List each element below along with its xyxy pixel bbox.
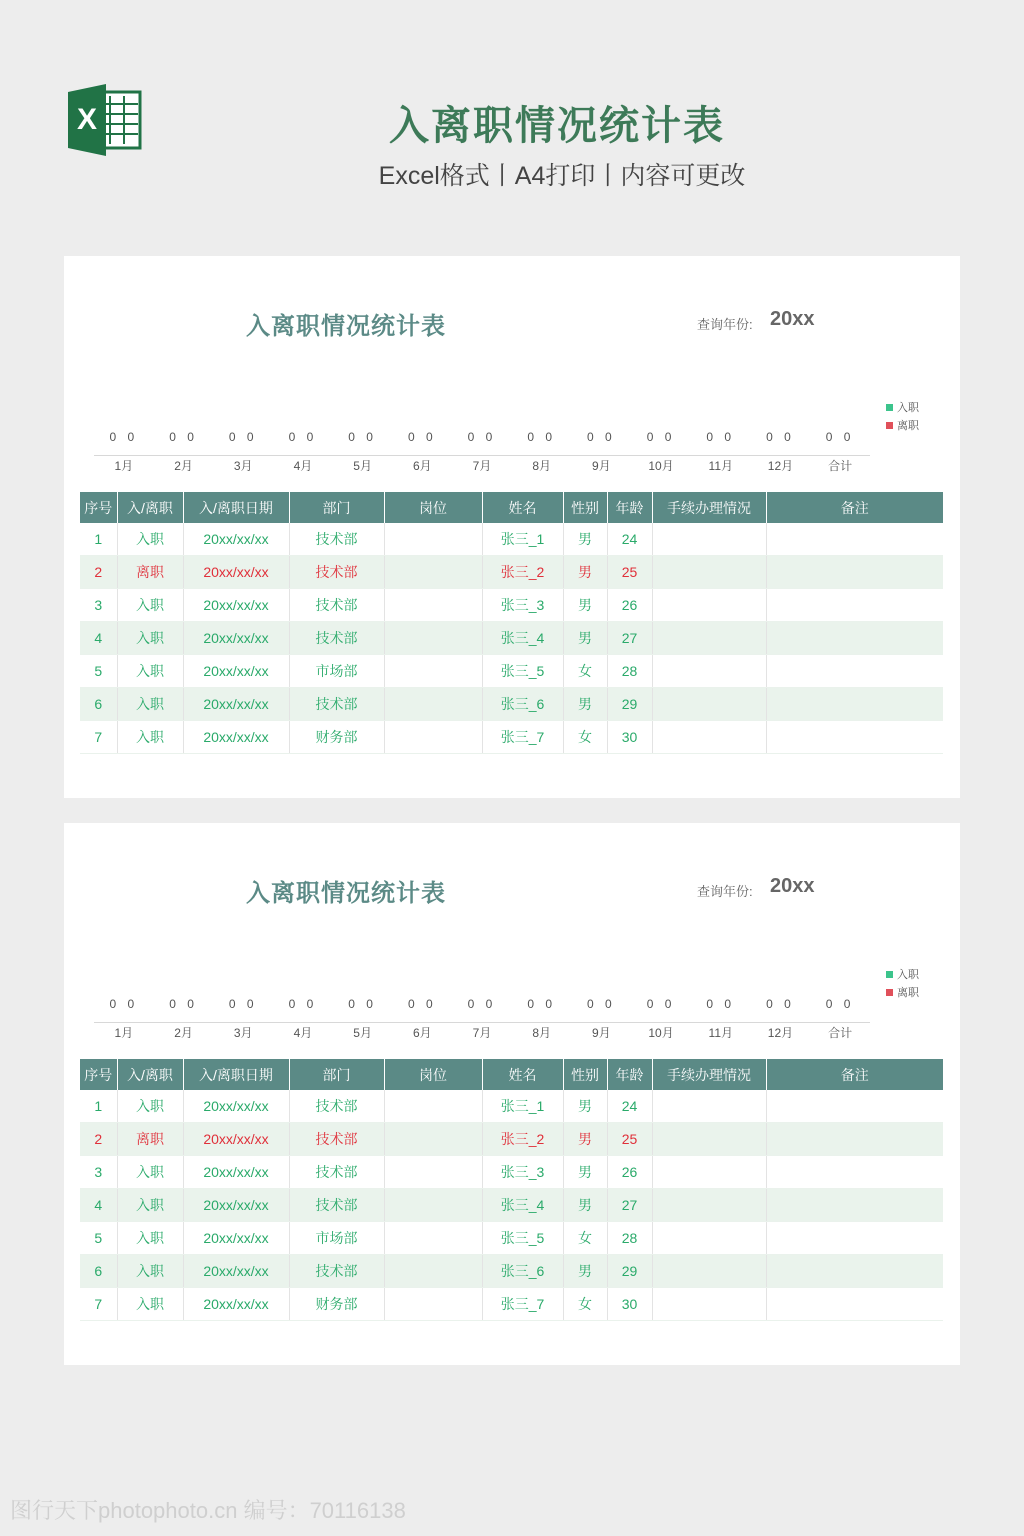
table-cell[interactable]: 张三_2	[482, 556, 563, 589]
year-label: 查询年份:	[697, 884, 753, 899]
table-cell[interactable]: 张三_3	[482, 1156, 563, 1189]
table-cell[interactable]	[652, 1090, 766, 1123]
table-row[interactable]	[80, 1288, 943, 1321]
year-value[interactable]: 20xx	[770, 875, 815, 897]
chart-column	[751, 993, 811, 1043]
chart-column	[691, 993, 751, 1043]
chart-column	[273, 426, 333, 476]
table-cell[interactable]	[384, 655, 482, 688]
chart-tick-label: 6月	[412, 459, 432, 473]
chart-column	[631, 993, 691, 1043]
table-cell[interactable]: 男	[563, 1156, 607, 1189]
table-cell[interactable]: 20xx/xx/xx	[183, 523, 289, 556]
table-cell[interactable]: 技术部	[289, 1189, 384, 1222]
table-cell[interactable]: 男	[563, 1189, 607, 1222]
table-cell[interactable]: 30	[607, 721, 652, 754]
chart-column	[751, 426, 811, 476]
table-cell[interactable]	[384, 589, 482, 622]
column-header[interactable]: 序号	[80, 492, 117, 523]
table-cell[interactable]: 3	[80, 1156, 117, 1189]
table-cell[interactable]	[652, 523, 766, 556]
table-cell[interactable]: 入职	[117, 622, 183, 655]
table-cell[interactable]: 张三_5	[482, 1222, 563, 1255]
table-cell[interactable]: 20xx/xx/xx	[183, 1189, 289, 1222]
table-cell[interactable]: 离职	[117, 556, 183, 589]
chart-tick-label: 7月	[472, 459, 492, 473]
chart-column	[512, 993, 572, 1043]
table-cell[interactable]	[384, 721, 482, 754]
table-cell[interactable]: 5	[80, 1222, 117, 1255]
table-cell[interactable]: 28	[607, 1222, 652, 1255]
chart-column	[810, 426, 870, 476]
table-cell[interactable]	[766, 721, 943, 754]
chart-tick-label: 8月	[532, 459, 552, 473]
chart-tick-label: 1月	[114, 1026, 134, 1040]
monthly-chart	[94, 426, 870, 486]
chart-data-label: 0 0	[527, 997, 557, 1011]
table-cell[interactable]: 技术部	[289, 556, 384, 589]
sheet-title: 入离职情况统计表	[246, 313, 446, 340]
table-row[interactable]	[80, 1123, 943, 1156]
page-title: 入离职情况统计表	[389, 104, 725, 148]
table-cell[interactable]: 20xx/xx/xx	[183, 622, 289, 655]
legend-swatch-leave	[886, 422, 893, 429]
table-cell[interactable]: 20xx/xx/xx	[183, 688, 289, 721]
chart-tick-label: 8月	[532, 1026, 552, 1040]
table-cell[interactable]	[766, 1189, 943, 1222]
table-cell[interactable]	[652, 1189, 766, 1222]
table-cell[interactable]	[384, 1189, 482, 1222]
table-cell[interactable]: 张三_2	[482, 1123, 563, 1156]
table-cell[interactable]: 25	[607, 556, 652, 589]
year-value[interactable]: 20xx	[770, 308, 815, 330]
table-cell[interactable]	[766, 1123, 943, 1156]
year-label: 查询年份:	[697, 317, 753, 332]
chart-column	[392, 426, 452, 476]
table-cell[interactable]: 技术部	[289, 1156, 384, 1189]
chart-tick-label: 6月	[412, 1026, 432, 1040]
table-cell[interactable]: 24	[607, 523, 652, 556]
table-cell[interactable]: 28	[607, 655, 652, 688]
table-cell[interactable]	[652, 1123, 766, 1156]
table-cell[interactable]: 6	[80, 1255, 117, 1288]
table-cell[interactable]	[384, 1288, 482, 1321]
table-cell[interactable]: 入职	[117, 1288, 183, 1321]
column-header[interactable]: 性别	[563, 492, 607, 523]
column-header[interactable]: 手续办理情况	[652, 1059, 766, 1090]
legend-label-leave: 离职	[897, 987, 919, 999]
chart-tick-label: 5月	[353, 1026, 372, 1040]
table-cell[interactable]: 1	[80, 1090, 117, 1123]
chart-data-label: 0 0	[348, 997, 377, 1011]
column-header[interactable]: 部门	[289, 492, 384, 523]
chart-data-label: 0 0	[646, 430, 676, 444]
table-cell[interactable]	[384, 1090, 482, 1123]
table-row[interactable]	[80, 721, 943, 754]
table-cell[interactable]	[766, 523, 943, 556]
table-cell[interactable]: 29	[607, 1255, 652, 1288]
column-header[interactable]: 年龄	[607, 1059, 652, 1090]
table-cell[interactable]: 20xx/xx/xx	[183, 1123, 289, 1156]
chart-data-label: 0 0	[527, 430, 557, 444]
header-row	[80, 1059, 943, 1090]
chart-data-label: 0 0	[169, 430, 198, 444]
chart-column	[691, 426, 751, 476]
table-cell[interactable]: 入职	[117, 523, 183, 556]
table-cell[interactable]: 入职	[117, 1255, 183, 1288]
chart-tick-label: 12月	[767, 459, 794, 473]
chart-data-label: 0 0	[646, 997, 676, 1011]
table-row[interactable]	[80, 1222, 943, 1255]
chart-data-label: 0 0	[766, 997, 795, 1011]
table-cell[interactable]	[652, 622, 766, 655]
page-subtitle: Excel格式丨A4打印丨内容可更改	[378, 162, 746, 190]
table-cell[interactable]: 20xx/xx/xx	[183, 1222, 289, 1255]
table-cell[interactable]: 张三_5	[482, 655, 563, 688]
column-header[interactable]: 入/离职日期	[183, 1059, 289, 1090]
chart-column	[213, 993, 273, 1043]
table-cell[interactable]: 张三_1	[482, 523, 563, 556]
chart-column	[392, 993, 452, 1043]
table-cell[interactable]: 张三_3	[482, 589, 563, 622]
table-row[interactable]	[80, 556, 943, 589]
legend-item-join	[886, 398, 919, 416]
chart-data-label: 0 0	[288, 997, 318, 1011]
table-cell[interactable]	[384, 556, 482, 589]
table-cell[interactable]: 男	[563, 523, 607, 556]
table-cell[interactable]: 入职	[117, 1189, 183, 1222]
chart-column	[452, 426, 512, 476]
table-cell[interactable]: 女	[563, 1222, 607, 1255]
chart-data-label: 0 0	[706, 430, 736, 444]
sheet-title: 入离职情况统计表	[246, 880, 446, 907]
table-cell[interactable]: 入职	[117, 688, 183, 721]
table-cell[interactable]	[652, 655, 766, 688]
table-cell[interactable]: 20xx/xx/xx	[183, 1090, 289, 1123]
sheet-card-2	[64, 823, 960, 1365]
table-cell[interactable]: 4	[80, 622, 117, 655]
table-cell[interactable]: 技术部	[289, 1123, 384, 1156]
table-cell[interactable]: 25	[607, 1123, 652, 1156]
table-row[interactable]	[80, 523, 943, 556]
table-cell[interactable]	[766, 1156, 943, 1189]
table-cell[interactable]	[766, 1255, 943, 1288]
table-cell[interactable]: 财务部	[289, 721, 384, 754]
table-cell[interactable]: 7	[80, 721, 117, 754]
table-cell[interactable]	[766, 688, 943, 721]
table-cell[interactable]: 20xx/xx/xx	[183, 1288, 289, 1321]
column-header[interactable]: 手续办理情况	[652, 492, 766, 523]
table-cell[interactable]: 3	[80, 589, 117, 622]
table-cell[interactable]: 4	[80, 1189, 117, 1222]
header-row	[80, 492, 943, 523]
table-cell[interactable]	[384, 1123, 482, 1156]
table-row[interactable]	[80, 589, 943, 622]
column-header[interactable]: 性别	[563, 1059, 607, 1090]
table-cell[interactable]: 27	[607, 622, 652, 655]
sheet-card-1	[64, 256, 960, 798]
column-header[interactable]: 入/离职日期	[183, 492, 289, 523]
chart-column	[333, 426, 393, 476]
table-cell[interactable]: 男	[563, 556, 607, 589]
chart-tick-label: 4月	[293, 1026, 313, 1040]
table-cell[interactable]: 男	[563, 1255, 607, 1288]
table-cell[interactable]: 张三_6	[482, 1255, 563, 1288]
table-cell[interactable]: 女	[563, 655, 607, 688]
table-cell[interactable]: 26	[607, 589, 652, 622]
table-cell[interactable]: 张三_7	[482, 721, 563, 754]
chart-data-label: 0 0	[169, 997, 198, 1011]
table-row[interactable]	[80, 1189, 943, 1222]
monthly-chart	[94, 993, 870, 1053]
chart-column	[273, 993, 333, 1043]
table-cell[interactable]	[384, 523, 482, 556]
table-cell[interactable]: 入职	[117, 721, 183, 754]
table-cell[interactable]: 入职	[117, 655, 183, 688]
table-cell[interactable]	[652, 1222, 766, 1255]
table-cell[interactable]: 1	[80, 523, 117, 556]
table-cell[interactable]: 技术部	[289, 1255, 384, 1288]
table-cell[interactable]: 财务部	[289, 1288, 384, 1321]
chart-data-label: 0 0	[587, 430, 616, 444]
table-cell[interactable]: 5	[80, 655, 117, 688]
table-row[interactable]	[80, 1090, 943, 1123]
chart-legend	[886, 965, 919, 1001]
chart-column	[631, 426, 691, 476]
chart-tick-label: 合计	[828, 1026, 853, 1040]
table-cell[interactable]	[384, 1156, 482, 1189]
table-cell[interactable]	[766, 589, 943, 622]
table-cell[interactable]: 24	[607, 1090, 652, 1123]
legend-swatch-join	[886, 404, 893, 411]
chart-column	[810, 993, 870, 1043]
table-cell[interactable]	[652, 1156, 766, 1189]
table-cell[interactable]: 30	[607, 1288, 652, 1321]
table-cell[interactable]: 20xx/xx/xx	[183, 589, 289, 622]
table-cell[interactable]: 男	[563, 622, 607, 655]
chart-data-label: 0 0	[467, 997, 497, 1011]
table-cell[interactable]: 张三_7	[482, 1288, 563, 1321]
chart-column	[333, 993, 393, 1043]
table-cell[interactable]	[766, 1222, 943, 1255]
table-cell[interactable]: 6	[80, 688, 117, 721]
column-header[interactable]: 年龄	[607, 492, 652, 523]
table-cell[interactable]: 张三_6	[482, 688, 563, 721]
table-cell[interactable]	[384, 1255, 482, 1288]
table-cell[interactable]	[766, 1090, 943, 1123]
legend-item-leave	[886, 416, 919, 434]
table-cell[interactable]: 20xx/xx/xx	[183, 655, 289, 688]
chart-legend	[886, 398, 919, 434]
chart-tick-label: 合计	[828, 459, 853, 473]
chart-data-label: 0 0	[109, 430, 139, 444]
legend-item-join	[886, 965, 919, 983]
chart-tick-label: 10月	[648, 459, 674, 473]
table-cell[interactable]: 男	[563, 1123, 607, 1156]
table-cell[interactable]: 技术部	[289, 622, 384, 655]
column-header[interactable]: 入/离职	[117, 492, 183, 523]
chart-data-label: 0 0	[407, 430, 437, 444]
table-cell[interactable]: 男	[563, 688, 607, 721]
table-cell[interactable]: 技术部	[289, 1090, 384, 1123]
table-cell[interactable]: 张三_4	[482, 622, 563, 655]
table-cell[interactable]	[766, 655, 943, 688]
chart-tick-label: 3月	[233, 1026, 253, 1040]
chart-data-label: 0 0	[109, 997, 139, 1011]
chart-column	[94, 993, 154, 1043]
legend-swatch-leave	[886, 989, 893, 996]
table-row[interactable]	[80, 1156, 943, 1189]
column-header[interactable]: 备注	[766, 492, 943, 523]
chart-column	[154, 993, 214, 1043]
column-header[interactable]: 序号	[80, 1059, 117, 1090]
table-cell[interactable]	[384, 1222, 482, 1255]
column-header[interactable]: 备注	[766, 1059, 943, 1090]
legend-label-join: 入职	[897, 402, 919, 414]
chart-tick-label: 10月	[648, 1026, 674, 1040]
chart-column	[94, 426, 154, 476]
chart-tick-label: 11月	[708, 459, 733, 473]
records-table	[80, 1059, 943, 1321]
column-header[interactable]: 入/离职	[117, 1059, 183, 1090]
table-cell[interactable]	[384, 688, 482, 721]
table-cell[interactable]: 2	[80, 556, 117, 589]
table-cell[interactable]	[652, 589, 766, 622]
chart-data-label: 0 0	[587, 997, 616, 1011]
table-cell[interactable]: 27	[607, 1189, 652, 1222]
chart-tick-label: 3月	[233, 459, 253, 473]
table-cell[interactable]: 2	[80, 1123, 117, 1156]
records-table	[80, 492, 943, 754]
column-header[interactable]: 部门	[289, 1059, 384, 1090]
chart-data-label: 0 0	[825, 430, 855, 444]
table-cell[interactable]: 技术部	[289, 688, 384, 721]
table-cell[interactable]: 29	[607, 688, 652, 721]
chart-tick-label: 4月	[293, 459, 313, 473]
chart-column	[154, 426, 214, 476]
table-cell[interactable]: 7	[80, 1288, 117, 1321]
chart-tick-label: 7月	[472, 1026, 492, 1040]
table-cell[interactable]: 女	[563, 1288, 607, 1321]
chart-tick-label: 2月	[174, 459, 193, 473]
chart-data-label: 0 0	[706, 997, 736, 1011]
table-cell[interactable]: 20xx/xx/xx	[183, 1255, 289, 1288]
table-cell[interactable]: 20xx/xx/xx	[183, 1156, 289, 1189]
chart-data-label: 0 0	[467, 430, 497, 444]
chart-data-label: 0 0	[228, 430, 258, 444]
table-cell[interactable]: 女	[563, 721, 607, 754]
table-cell[interactable]	[652, 1288, 766, 1321]
column-header[interactable]: 岗位	[384, 1059, 482, 1090]
table-cell[interactable]	[652, 721, 766, 754]
table-row[interactable]	[80, 622, 943, 655]
table-cell[interactable]: 入职	[117, 1222, 183, 1255]
table-row[interactable]	[80, 655, 943, 688]
table-cell[interactable]: 市场部	[289, 655, 384, 688]
table-cell[interactable]: 男	[563, 1090, 607, 1123]
table-cell[interactable]: 离职	[117, 1123, 183, 1156]
chart-data-label: 0 0	[766, 430, 795, 444]
chart-tick-label: 5月	[353, 459, 372, 473]
chart-column	[572, 426, 632, 476]
table-row[interactable]	[80, 688, 943, 721]
table-cell[interactable]	[766, 556, 943, 589]
table-cell[interactable]	[384, 622, 482, 655]
chart-tick-label: 9月	[592, 1026, 611, 1040]
table-cell[interactable]: 入职	[117, 1156, 183, 1189]
chart-column	[512, 426, 572, 476]
table-cell[interactable]: 男	[563, 589, 607, 622]
column-header[interactable]: 岗位	[384, 492, 482, 523]
table-cell[interactable]	[652, 688, 766, 721]
watermark: 图行天下photophoto.cn 编号：70116138	[10, 1498, 406, 1523]
table-row[interactable]	[80, 1255, 943, 1288]
table-cell[interactable]	[652, 556, 766, 589]
table-cell[interactable]: 技术部	[289, 523, 384, 556]
legend-swatch-join	[886, 971, 893, 978]
chart-column	[213, 426, 273, 476]
table-cell[interactable]: 20xx/xx/xx	[183, 721, 289, 754]
chart-tick-label: 11月	[708, 1026, 733, 1040]
table-cell[interactable]	[766, 622, 943, 655]
table-cell[interactable]: 技术部	[289, 589, 384, 622]
column-header[interactable]: 姓名	[482, 492, 563, 523]
chart-data-label: 0 0	[228, 997, 258, 1011]
legend-label-join: 入职	[897, 969, 919, 981]
column-header[interactable]: 姓名	[482, 1059, 563, 1090]
table-cell[interactable]: 张三_4	[482, 1189, 563, 1222]
chart-data-label: 0 0	[348, 430, 377, 444]
table-cell[interactable]: 市场部	[289, 1222, 384, 1255]
chart-column	[572, 993, 632, 1043]
table-cell[interactable]	[766, 1288, 943, 1321]
chart-column	[452, 993, 512, 1043]
chart-tick-label: 2月	[174, 1026, 193, 1040]
table-cell[interactable]: 张三_1	[482, 1090, 563, 1123]
chart-data-label: 0 0	[288, 430, 318, 444]
table-cell[interactable]: 20xx/xx/xx	[183, 556, 289, 589]
table-cell[interactable]: 入职	[117, 589, 183, 622]
chart-tick-label: 9月	[592, 459, 611, 473]
logo-letter: X	[76, 103, 98, 136]
table-cell[interactable]: 入职	[117, 1090, 183, 1123]
chart-data-label: 0 0	[407, 997, 437, 1011]
legend-item-leave	[886, 983, 919, 1001]
chart-tick-label: 12月	[767, 1026, 794, 1040]
legend-label-leave: 离职	[897, 420, 919, 432]
table-cell[interactable]: 26	[607, 1156, 652, 1189]
table-cell[interactable]	[652, 1255, 766, 1288]
chart-tick-label: 1月	[114, 459, 134, 473]
chart-data-label: 0 0	[825, 997, 855, 1011]
